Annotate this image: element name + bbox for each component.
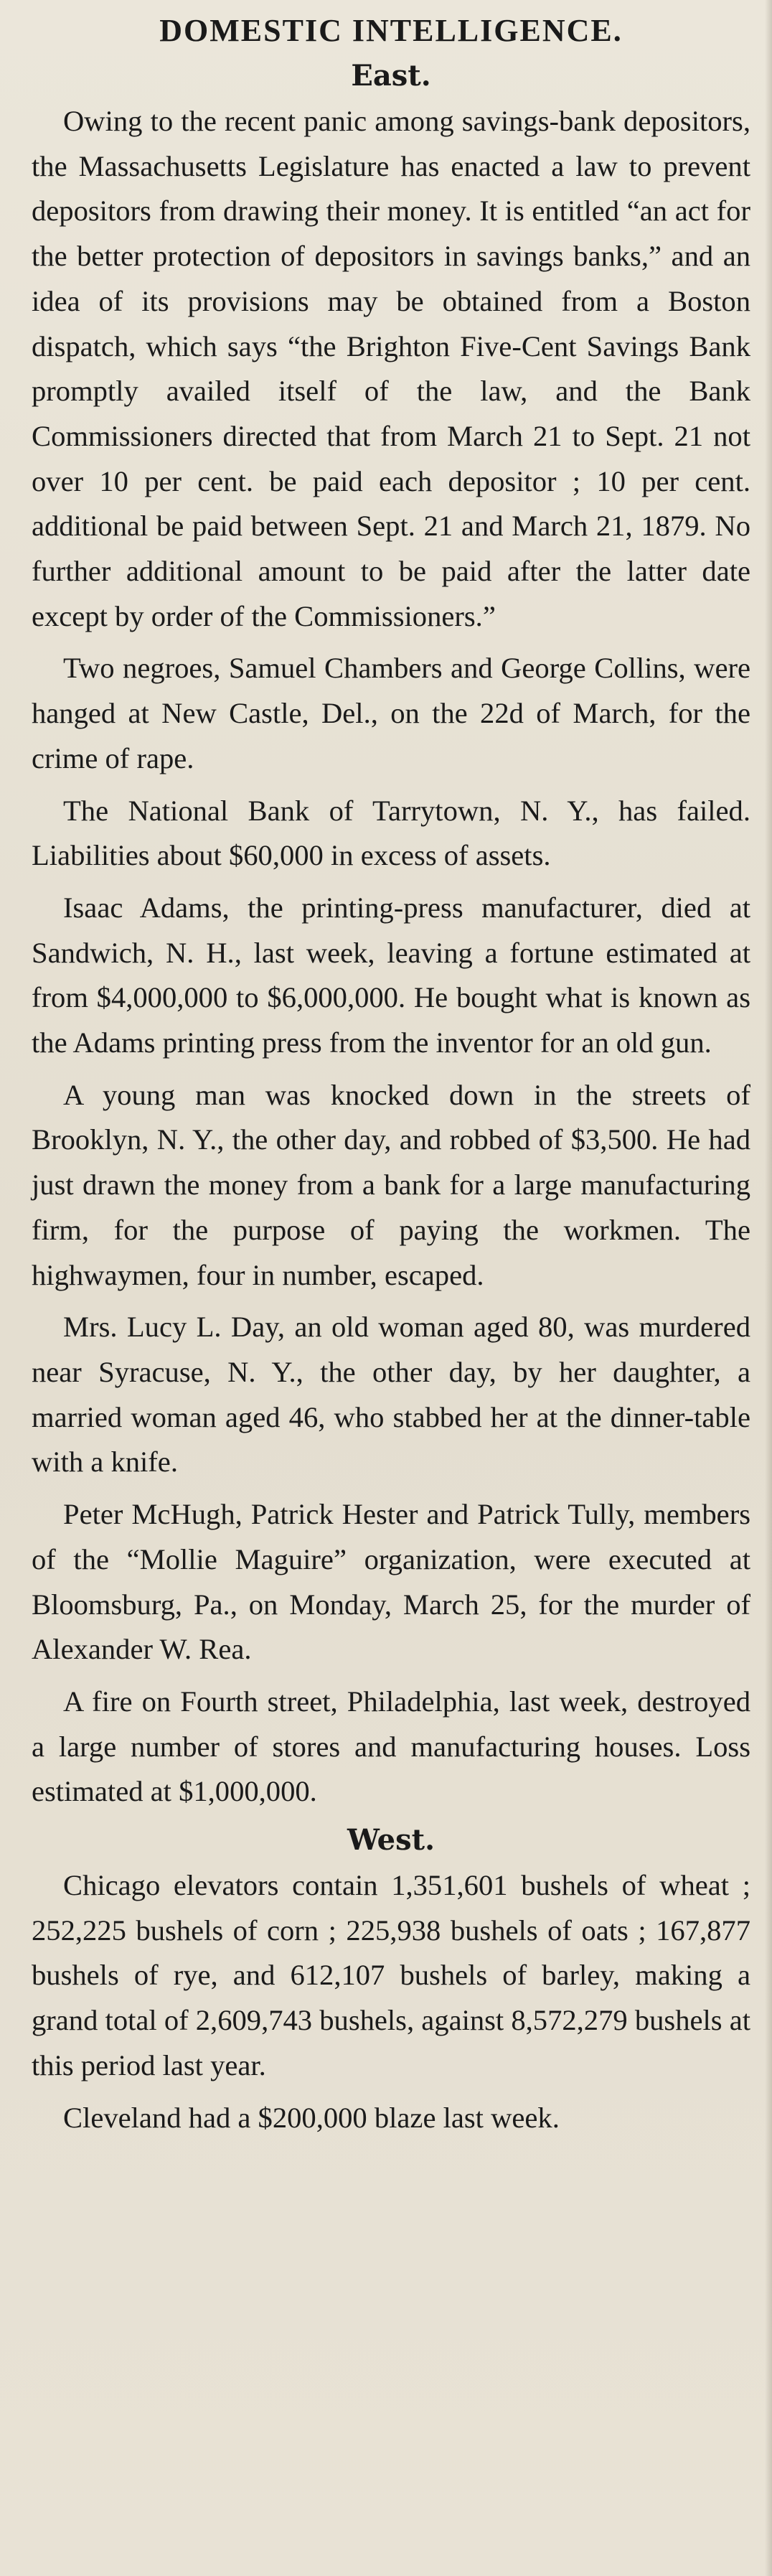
page-title: DOMESTIC INTELLIGENCE.	[159, 13, 623, 48]
article-paragraph: Mrs. Lucy L. Day, an old woman aged 80, was murdered near Syracuse, N. Y., the other day, by her daughter, a married woman aged 46, who stabbed her at the dinner-table with a knife.	[32, 1311, 750, 1479]
article-paragraph: The National Bank of Tarrytown, N. Y., has failed. Liabilities about $60,000 in excess of assets.	[32, 794, 750, 872]
article-paragraph: Peter McHugh, Patrick Hester and Patrick Tully, members of the “Mollie Maguire” organization, were executed at Bloomsburg, Pa., on Monday, March 25, for the murder of Alexander W. Rea.	[32, 1498, 750, 1666]
article-paragraph: A fire on Fourth street, Philadelphia, last week, destroyed a large number of stores and manufacturing houses. Loss estimated at $1,000,000.	[32, 1685, 750, 1808]
article-paragraph: Chicago elevators contain 1,351,601 bushels of wheat ; 252,225 bushels of corn ; 225,938 bushels of oats ; 167,877 bushels of rye, and 612,107 bushels of barley, making a grand total of 2,609,743 bushels, against 8,572,279 bushels at this period last year.	[32, 1869, 750, 2081]
section-heading-east: East.	[351, 59, 431, 93]
article-paragraph: A young man was knocked down in the streets of Brooklyn, N. Y., the other day, and robbed of $3,500. He had just drawn the money from a bank for a large manufacturing firm, for the purpose of paying the workmen. The highwaymen, four in number, escaped.	[32, 1078, 750, 1291]
article-paragraph: Two negroes, Samuel Chambers and George Collins, were hanged at New Castle, Del., on the 22d of March, for the crime of rape.	[32, 652, 750, 774]
section-heading-west: West.	[347, 1823, 436, 1858]
article-paragraph: Cleveland had a $200,000 blaze last week.	[63, 2101, 560, 2134]
article-paragraph: Owing to the recent panic among savings-bank depositors, the Massachusetts Legislature has enacted a law to prevent depositors from drawing their money. It is entitled “an act for the better protection of depositors in savings banks,” and an idea of its provisions may be obtained from a Boston dispatch, which says “the Brighton Five-Cent Savings Bank promptly availed itself of the law, and the Bank Commissioners directed that from March 21 to Sept. 21 not over 10 per cent. be paid each depositor ; 10 per cent. additional be paid between Sept. 21 and March 21, 1879. No further additional amount to be paid after the latter date except by order of the Commissioners.”	[32, 105, 750, 632]
article-paragraph: Isaac Adams, the printing-press manufacturer, died at Sandwich, N. H., last week, leaving a fortune estimated at from $4,000,000 to $6,000,000. He bought what is known as the Adams printing press from the inventor for an old gun.	[32, 891, 750, 1059]
page-edge-shadow	[765, 0, 772, 2576]
